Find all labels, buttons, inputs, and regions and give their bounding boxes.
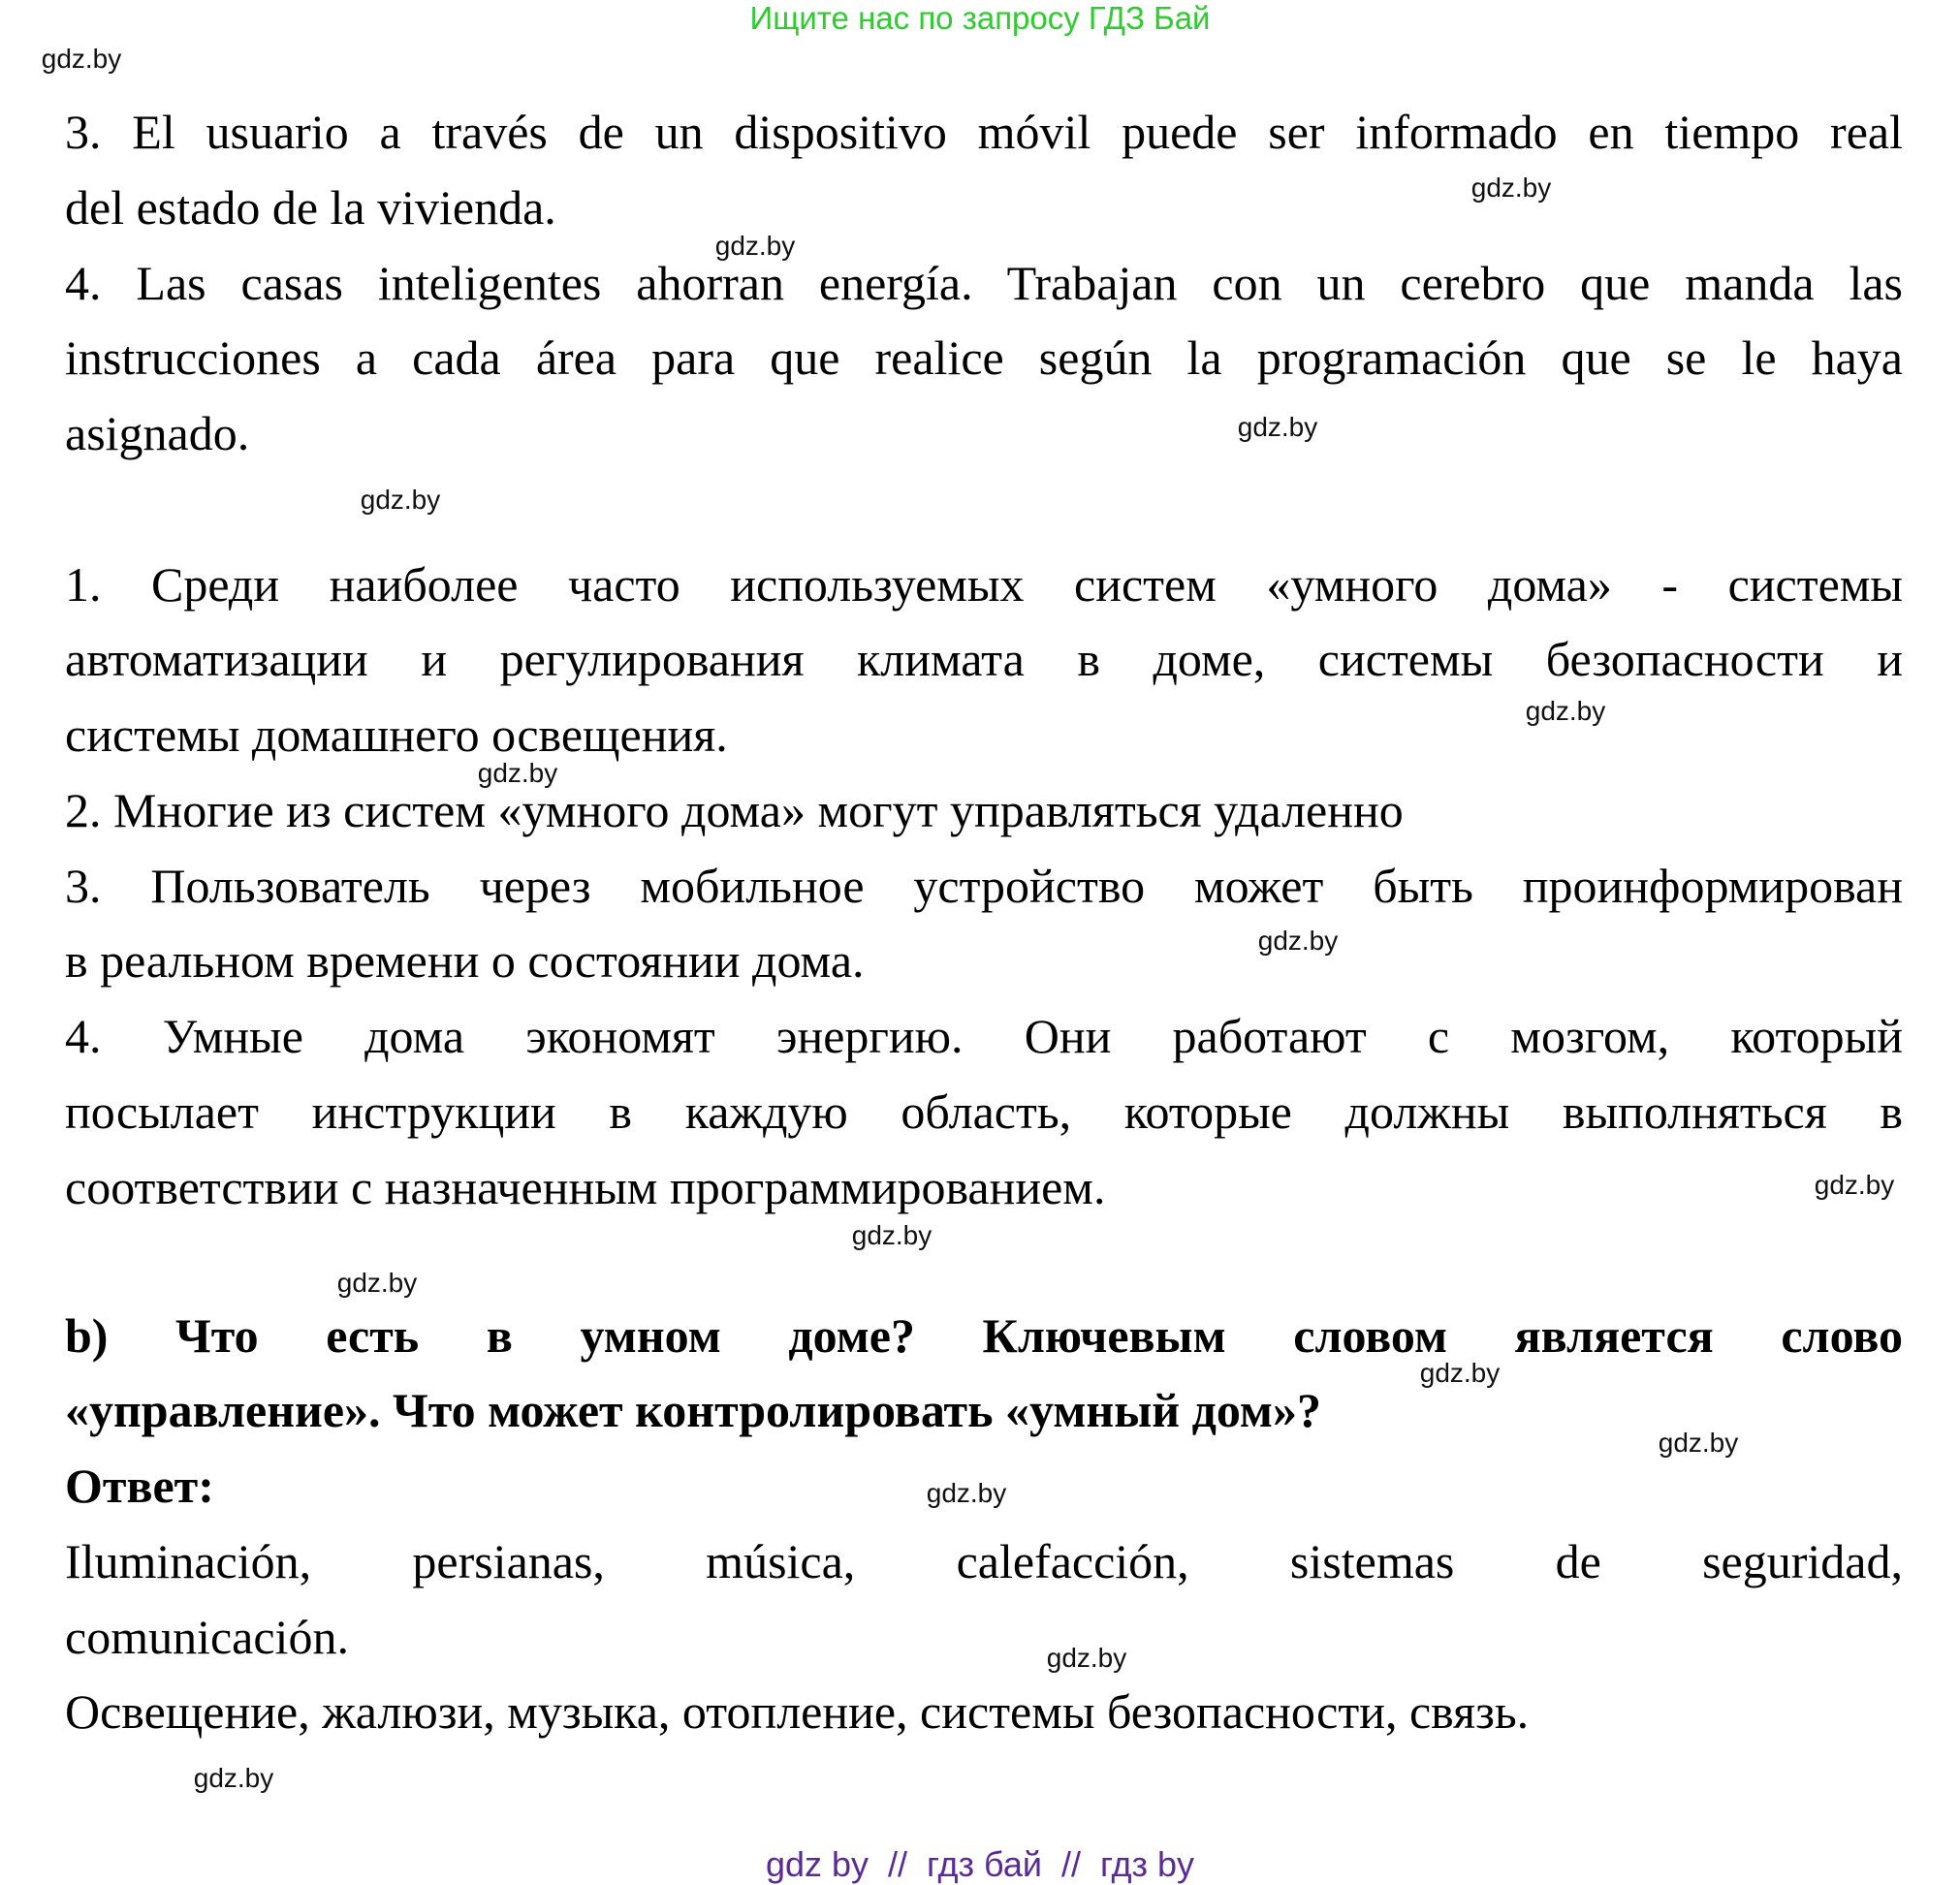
watermark: gdz.by (1237, 412, 1318, 442)
answer-es-line1: Iluminación, persianas, música, calefacción, sistemas de seguridad, (65, 1534, 1903, 1588)
es-p3-line1: 3. El usuario a través de un dispositivo móvil puede ser informado en tiempo real (65, 105, 1903, 159)
es-p4-line2: instrucciones a cada área para que realice según la programación que se le haya (65, 330, 1903, 385)
es-p4-line1: 4. Las casas inteligentes ahorran energía. Trabajan con un cerebro que manda las (65, 256, 1903, 310)
answer-es-line2: comunicación. (65, 1610, 349, 1664)
ru-p1-line2: автоматизации и регулирования климата в доме, системы безопасности и (65, 632, 1903, 686)
footer-links: gdz by // гдз бай // гдз by (765, 1844, 1195, 1884)
ru-p3-line1: 3. Пользователь через мобильное устройство может быть проинформирован (65, 859, 1903, 913)
watermark: gdz.by (714, 231, 796, 261)
ru-p2-line1: 2. Многие из систем «умного дома» могут управляться удаленно (65, 783, 1404, 837)
answer-ru-line1: Освещение, жалюзи, музыка, отопление, системы безопасности, связь. (65, 1684, 1530, 1739)
watermark: gdz.by (360, 485, 441, 515)
watermark: gdz.by (1046, 1643, 1127, 1673)
ru-p4-line1: 4. Умные дома экономят энергию. Они работают с мозгом, который (65, 1009, 1903, 1063)
ru-p4-line3: соответствии с назначенным программированием. (65, 1160, 1106, 1214)
watermark: gdz.by (1658, 1428, 1739, 1458)
watermark: gdz.by (41, 44, 122, 74)
watermark: gdz.by (1419, 1358, 1501, 1388)
watermark: gdz.by (477, 758, 558, 788)
answer-label: Ответ: (65, 1459, 214, 1513)
ru-p4-line2: посылает инструкции в каждую область, которые должны выполняться в (65, 1084, 1903, 1139)
watermark: gdz.by (1470, 173, 1552, 203)
ru-p1-line1: 1. Среди наиболее часто используемых систем «умного дома» - системы (65, 557, 1903, 612)
watermark: gdz.by (193, 1763, 274, 1793)
ru-p1-line3: системы домашнего освещения. (65, 707, 728, 762)
watermark: gdz.by (926, 1478, 1007, 1508)
watermark: gdz.by (336, 1268, 418, 1298)
ru-p3-line2: в реальном времени о состоянии дома. (65, 933, 865, 988)
question-line2: «управление». Что может контролировать «умный дом»? (65, 1383, 1321, 1437)
watermark: gdz.by (1525, 696, 1606, 726)
es-p4-line3: asignado. (65, 406, 250, 460)
watermark: gdz.by (1814, 1170, 1895, 1200)
question-line1: b) Что есть в умном доме? Ключевым словом является слово (65, 1308, 1903, 1363)
watermark: gdz.by (851, 1220, 933, 1250)
es-p3-line2: del estado de la vivienda. (65, 180, 556, 235)
watermark: gdz.by (1257, 926, 1339, 956)
header-search-banner: Ищите нас по запросу ГДЗ Бай (749, 0, 1211, 36)
